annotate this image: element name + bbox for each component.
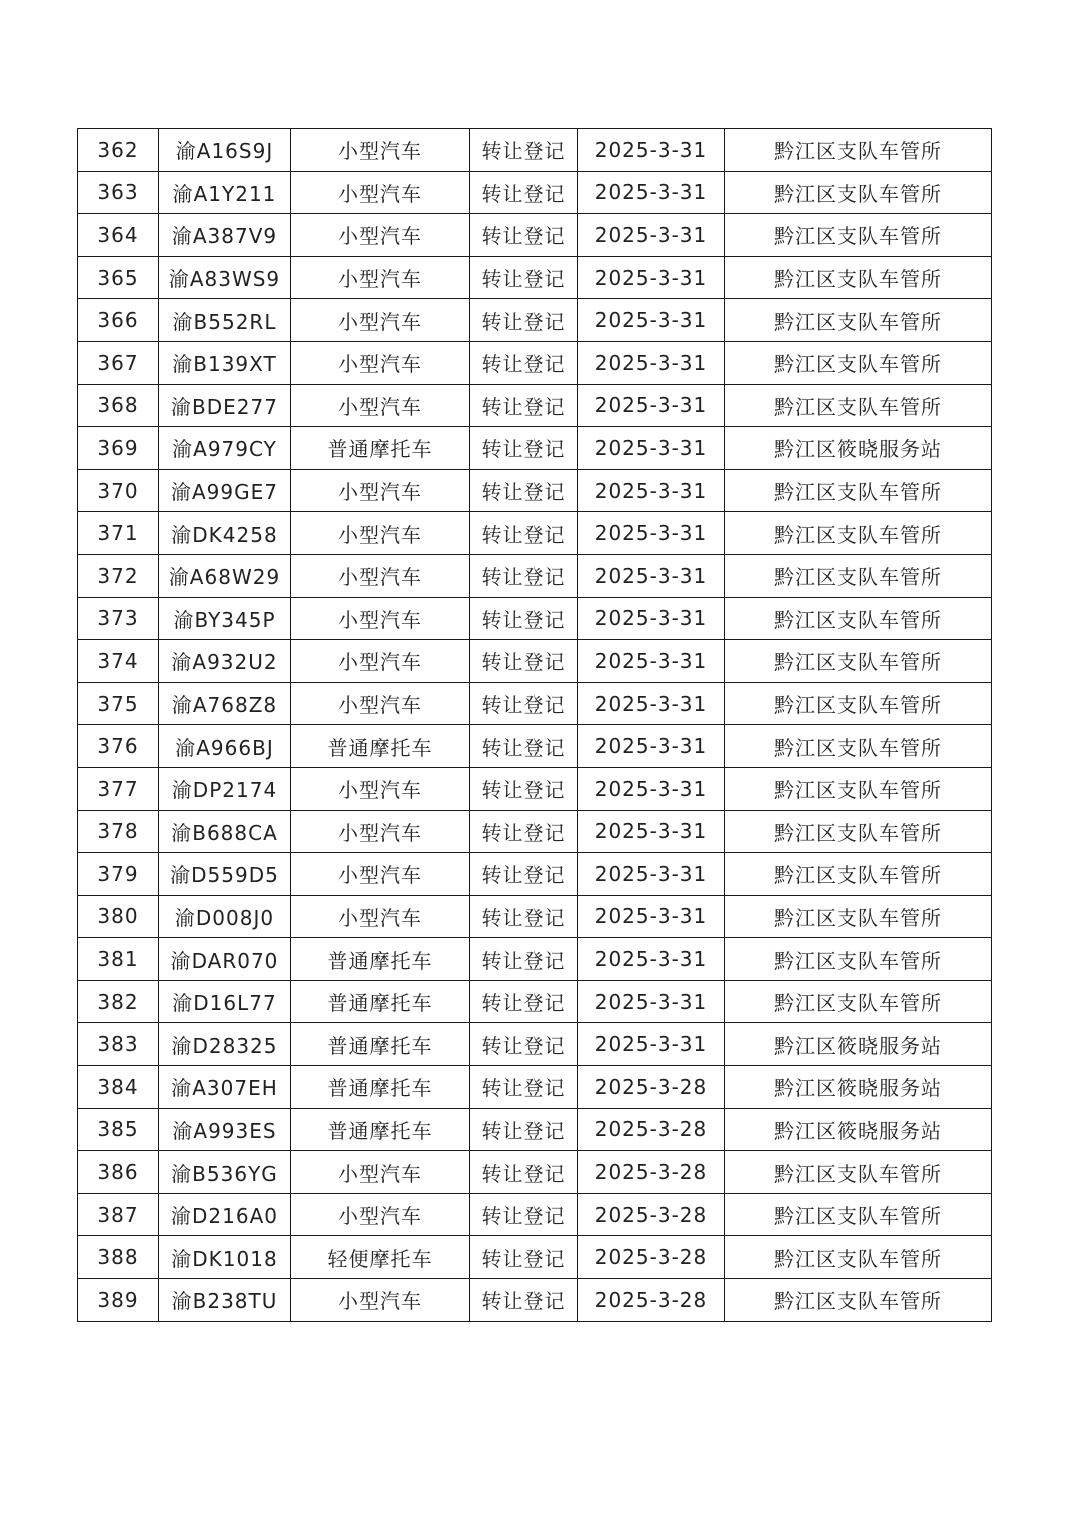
table-row bbox=[78, 767, 992, 810]
date-cell: 2025-3-28 bbox=[578, 1108, 725, 1151]
row-number-cell: 378 bbox=[78, 810, 159, 853]
row-number-cell: 384 bbox=[78, 1066, 159, 1109]
plate-number-cell: 渝B552RL bbox=[159, 299, 291, 342]
date-cell: 2025-3-31 bbox=[578, 1023, 725, 1066]
vehicle-type-cell: 小型汽车 bbox=[291, 469, 470, 512]
date-cell: 2025-3-31 bbox=[578, 938, 725, 981]
vehicle-type-cell: 小型汽车 bbox=[291, 810, 470, 853]
table-row bbox=[78, 938, 992, 981]
row-number-cell: 382 bbox=[78, 980, 159, 1023]
business-type-cell: 转让登记 bbox=[470, 725, 578, 768]
office-cell: 黔江区支队车管所 bbox=[725, 895, 992, 938]
office-cell: 黔江区支队车管所 bbox=[725, 214, 992, 257]
office-cell: 黔江区支队车管所 bbox=[725, 767, 992, 810]
office-cell: 黔江区支队车管所 bbox=[725, 469, 992, 512]
date-cell: 2025-3-31 bbox=[578, 512, 725, 555]
business-type-cell: 转让登记 bbox=[470, 214, 578, 257]
plate-number-cell: 渝DK1018 bbox=[159, 1236, 291, 1279]
office-cell: 黔江区支队车管所 bbox=[725, 1236, 992, 1279]
date-cell: 2025-3-31 bbox=[578, 256, 725, 299]
date-cell: 2025-3-31 bbox=[578, 895, 725, 938]
business-type-cell: 转让登记 bbox=[470, 597, 578, 640]
date-cell: 2025-3-31 bbox=[578, 129, 725, 172]
vehicle-type-cell: 小型汽车 bbox=[291, 214, 470, 257]
date-cell: 2025-3-31 bbox=[578, 853, 725, 896]
vehicle-type-cell: 普通摩托车 bbox=[291, 427, 470, 470]
row-number-cell: 381 bbox=[78, 938, 159, 981]
plate-number-cell: 渝B238TU bbox=[159, 1279, 291, 1322]
office-cell: 黔江区筱晓服务站 bbox=[725, 1023, 992, 1066]
date-cell: 2025-3-31 bbox=[578, 640, 725, 683]
business-type-cell: 转让登记 bbox=[470, 1066, 578, 1109]
office-cell: 黔江区支队车管所 bbox=[725, 341, 992, 384]
business-type-cell: 转让登记 bbox=[470, 1108, 578, 1151]
table-row bbox=[78, 1066, 992, 1109]
business-type-cell: 转让登记 bbox=[470, 640, 578, 683]
plate-number-cell: 渝A1Y211 bbox=[159, 171, 291, 214]
office-cell: 黔江区支队车管所 bbox=[725, 853, 992, 896]
row-number-cell: 364 bbox=[78, 214, 159, 257]
plate-number-cell: 渝D559D5 bbox=[159, 853, 291, 896]
date-cell: 2025-3-28 bbox=[578, 1151, 725, 1194]
vehicle-type-cell: 小型汽车 bbox=[291, 1279, 470, 1322]
office-cell: 黔江区筱晓服务站 bbox=[725, 1066, 992, 1109]
vehicle-type-cell: 小型汽车 bbox=[291, 512, 470, 555]
plate-number-cell: 渝D16L77 bbox=[159, 980, 291, 1023]
business-type-cell: 转让登记 bbox=[470, 554, 578, 597]
office-cell: 黔江区支队车管所 bbox=[725, 1279, 992, 1322]
table-row bbox=[78, 1023, 992, 1066]
table-row bbox=[78, 129, 992, 172]
date-cell: 2025-3-31 bbox=[578, 427, 725, 470]
date-cell: 2025-3-31 bbox=[578, 682, 725, 725]
business-type-cell: 转让登记 bbox=[470, 980, 578, 1023]
office-cell: 黔江区筱晓服务站 bbox=[725, 1108, 992, 1151]
vehicle-type-cell: 普通摩托车 bbox=[291, 1023, 470, 1066]
plate-number-cell: 渝A932U2 bbox=[159, 640, 291, 683]
plate-number-cell: 渝A387V9 bbox=[159, 214, 291, 257]
plate-number-cell: 渝A16S9J bbox=[159, 129, 291, 172]
table-row bbox=[78, 512, 992, 555]
business-type-cell: 转让登记 bbox=[470, 1193, 578, 1236]
row-number-cell: 362 bbox=[78, 129, 159, 172]
business-type-cell: 转让登记 bbox=[470, 427, 578, 470]
date-cell: 2025-3-31 bbox=[578, 299, 725, 342]
date-cell: 2025-3-31 bbox=[578, 469, 725, 512]
business-type-cell: 转让登记 bbox=[470, 1023, 578, 1066]
plate-number-cell: 渝A99GE7 bbox=[159, 469, 291, 512]
business-type-cell: 转让登记 bbox=[470, 512, 578, 555]
business-type-cell: 转让登记 bbox=[470, 469, 578, 512]
plate-number-cell: 渝DAR070 bbox=[159, 938, 291, 981]
table-row bbox=[78, 1236, 992, 1279]
business-type-cell: 转让登记 bbox=[470, 341, 578, 384]
plate-number-cell: 渝A966BJ bbox=[159, 725, 291, 768]
row-number-cell: 374 bbox=[78, 640, 159, 683]
plate-number-cell: 渝BY345P bbox=[159, 597, 291, 640]
table-row bbox=[78, 682, 992, 725]
table-row bbox=[78, 1108, 992, 1151]
date-cell: 2025-3-28 bbox=[578, 1279, 725, 1322]
table-row bbox=[78, 469, 992, 512]
plate-number-cell: 渝A768Z8 bbox=[159, 682, 291, 725]
row-number-cell: 383 bbox=[78, 1023, 159, 1066]
table-row bbox=[78, 1279, 992, 1322]
business-type-cell: 转让登记 bbox=[470, 299, 578, 342]
vehicle-type-cell: 小型汽车 bbox=[291, 384, 470, 427]
row-number-cell: 373 bbox=[78, 597, 159, 640]
row-number-cell: 372 bbox=[78, 554, 159, 597]
row-number-cell: 369 bbox=[78, 427, 159, 470]
table-row bbox=[78, 171, 992, 214]
office-cell: 黔江区支队车管所 bbox=[725, 810, 992, 853]
plate-number-cell: 渝D28325 bbox=[159, 1023, 291, 1066]
row-number-cell: 368 bbox=[78, 384, 159, 427]
date-cell: 2025-3-31 bbox=[578, 341, 725, 384]
plate-number-cell: 渝A68W29 bbox=[159, 554, 291, 597]
vehicle-type-cell: 普通摩托车 bbox=[291, 1108, 470, 1151]
plate-number-cell: 渝B688CA bbox=[159, 810, 291, 853]
business-type-cell: 转让登记 bbox=[470, 682, 578, 725]
business-type-cell: 转让登记 bbox=[470, 384, 578, 427]
vehicle-type-cell: 小型汽车 bbox=[291, 640, 470, 683]
row-number-cell: 386 bbox=[78, 1151, 159, 1194]
office-cell: 黔江区支队车管所 bbox=[725, 299, 992, 342]
business-type-cell: 转让登记 bbox=[470, 256, 578, 299]
table-row bbox=[78, 725, 992, 768]
vehicle-type-cell: 小型汽车 bbox=[291, 129, 470, 172]
row-number-cell: 363 bbox=[78, 171, 159, 214]
row-number-cell: 370 bbox=[78, 469, 159, 512]
plate-number-cell: 渝DK4258 bbox=[159, 512, 291, 555]
table-row bbox=[78, 1151, 992, 1194]
office-cell: 黔江区支队车管所 bbox=[725, 129, 992, 172]
vehicle-type-cell: 小型汽车 bbox=[291, 682, 470, 725]
vehicle-type-cell: 普通摩托车 bbox=[291, 980, 470, 1023]
table-row bbox=[78, 214, 992, 257]
office-cell: 黔江区支队车管所 bbox=[725, 512, 992, 555]
business-type-cell: 转让登记 bbox=[470, 938, 578, 981]
office-cell: 黔江区支队车管所 bbox=[725, 171, 992, 214]
table-row bbox=[78, 341, 992, 384]
table-row bbox=[78, 895, 992, 938]
row-number-cell: 380 bbox=[78, 895, 159, 938]
office-cell: 黔江区支队车管所 bbox=[725, 554, 992, 597]
vehicle-type-cell: 小型汽车 bbox=[291, 299, 470, 342]
vehicle-type-cell: 小型汽车 bbox=[291, 1193, 470, 1236]
vehicle-type-cell: 普通摩托车 bbox=[291, 1066, 470, 1109]
table-row bbox=[78, 1193, 992, 1236]
table-row bbox=[78, 256, 992, 299]
vehicle-type-cell: 小型汽车 bbox=[291, 767, 470, 810]
table-row bbox=[78, 853, 992, 896]
plate-number-cell: 渝A83WS9 bbox=[159, 256, 291, 299]
plate-number-cell: 渝B139XT bbox=[159, 341, 291, 384]
row-number-cell: 366 bbox=[78, 299, 159, 342]
date-cell: 2025-3-31 bbox=[578, 384, 725, 427]
vehicle-type-cell: 小型汽车 bbox=[291, 895, 470, 938]
plate-number-cell: 渝A307EH bbox=[159, 1066, 291, 1109]
plate-number-cell: 渝A979CY bbox=[159, 427, 291, 470]
plate-number-cell: 渝D008J0 bbox=[159, 895, 291, 938]
business-type-cell: 转让登记 bbox=[470, 853, 578, 896]
table-row bbox=[78, 640, 992, 683]
date-cell: 2025-3-31 bbox=[578, 767, 725, 810]
business-type-cell: 转让登记 bbox=[470, 171, 578, 214]
business-type-cell: 转让登记 bbox=[470, 767, 578, 810]
office-cell: 黔江区筱晓服务站 bbox=[725, 427, 992, 470]
date-cell: 2025-3-31 bbox=[578, 214, 725, 257]
date-cell: 2025-3-28 bbox=[578, 1236, 725, 1279]
date-cell: 2025-3-31 bbox=[578, 171, 725, 214]
vehicle-type-cell: 小型汽车 bbox=[291, 853, 470, 896]
row-number-cell: 367 bbox=[78, 341, 159, 384]
table-row bbox=[78, 427, 992, 470]
business-type-cell: 转让登记 bbox=[470, 1151, 578, 1194]
plate-number-cell: 渝A993ES bbox=[159, 1108, 291, 1151]
table-row bbox=[78, 980, 992, 1023]
row-number-cell: 388 bbox=[78, 1236, 159, 1279]
row-number-cell: 379 bbox=[78, 853, 159, 896]
business-type-cell: 转让登记 bbox=[470, 1236, 578, 1279]
vehicle-type-cell: 轻便摩托车 bbox=[291, 1236, 470, 1279]
row-number-cell: 365 bbox=[78, 256, 159, 299]
vehicle-type-cell: 普通摩托车 bbox=[291, 938, 470, 981]
date-cell: 2025-3-28 bbox=[578, 1066, 725, 1109]
plate-number-cell: 渝BDE277 bbox=[159, 384, 291, 427]
date-cell: 2025-3-28 bbox=[578, 1193, 725, 1236]
business-type-cell: 转让登记 bbox=[470, 810, 578, 853]
row-number-cell: 375 bbox=[78, 682, 159, 725]
date-cell: 2025-3-31 bbox=[578, 810, 725, 853]
row-number-cell: 387 bbox=[78, 1193, 159, 1236]
date-cell: 2025-3-31 bbox=[578, 980, 725, 1023]
plate-number-cell: 渝D216A0 bbox=[159, 1193, 291, 1236]
row-number-cell: 389 bbox=[78, 1279, 159, 1322]
vehicle-type-cell: 小型汽车 bbox=[291, 171, 470, 214]
date-cell: 2025-3-31 bbox=[578, 725, 725, 768]
vehicle-type-cell: 小型汽车 bbox=[291, 341, 470, 384]
office-cell: 黔江区支队车管所 bbox=[725, 384, 992, 427]
office-cell: 黔江区支队车管所 bbox=[725, 640, 992, 683]
vehicle-type-cell: 小型汽车 bbox=[291, 597, 470, 640]
row-number-cell: 371 bbox=[78, 512, 159, 555]
vehicle-type-cell: 普通摩托车 bbox=[291, 725, 470, 768]
table-row bbox=[78, 597, 992, 640]
plate-number-cell: 渝DP2174 bbox=[159, 767, 291, 810]
office-cell: 黔江区支队车管所 bbox=[725, 256, 992, 299]
office-cell: 黔江区支队车管所 bbox=[725, 1193, 992, 1236]
row-number-cell: 377 bbox=[78, 767, 159, 810]
business-type-cell: 转让登记 bbox=[470, 1279, 578, 1322]
row-number-cell: 376 bbox=[78, 725, 159, 768]
office-cell: 黔江区支队车管所 bbox=[725, 1151, 992, 1194]
date-cell: 2025-3-31 bbox=[578, 554, 725, 597]
office-cell: 黔江区支队车管所 bbox=[725, 938, 992, 981]
plate-number-cell: 渝B536YG bbox=[159, 1151, 291, 1194]
table-row bbox=[78, 384, 992, 427]
table-row bbox=[78, 554, 992, 597]
office-cell: 黔江区支队车管所 bbox=[725, 980, 992, 1023]
office-cell: 黔江区支队车管所 bbox=[725, 597, 992, 640]
business-type-cell: 转让登记 bbox=[470, 129, 578, 172]
business-type-cell: 转让登记 bbox=[470, 895, 578, 938]
row-number-cell: 385 bbox=[78, 1108, 159, 1151]
office-cell: 黔江区支队车管所 bbox=[725, 682, 992, 725]
office-cell: 黔江区支队车管所 bbox=[725, 725, 992, 768]
vehicle-registration-table bbox=[77, 128, 992, 1322]
vehicle-type-cell: 小型汽车 bbox=[291, 554, 470, 597]
table-row bbox=[78, 810, 992, 853]
table-row bbox=[78, 299, 992, 342]
table-body bbox=[78, 129, 992, 1322]
vehicle-type-cell: 小型汽车 bbox=[291, 1151, 470, 1194]
date-cell: 2025-3-31 bbox=[578, 597, 725, 640]
vehicle-type-cell: 小型汽车 bbox=[291, 256, 470, 299]
